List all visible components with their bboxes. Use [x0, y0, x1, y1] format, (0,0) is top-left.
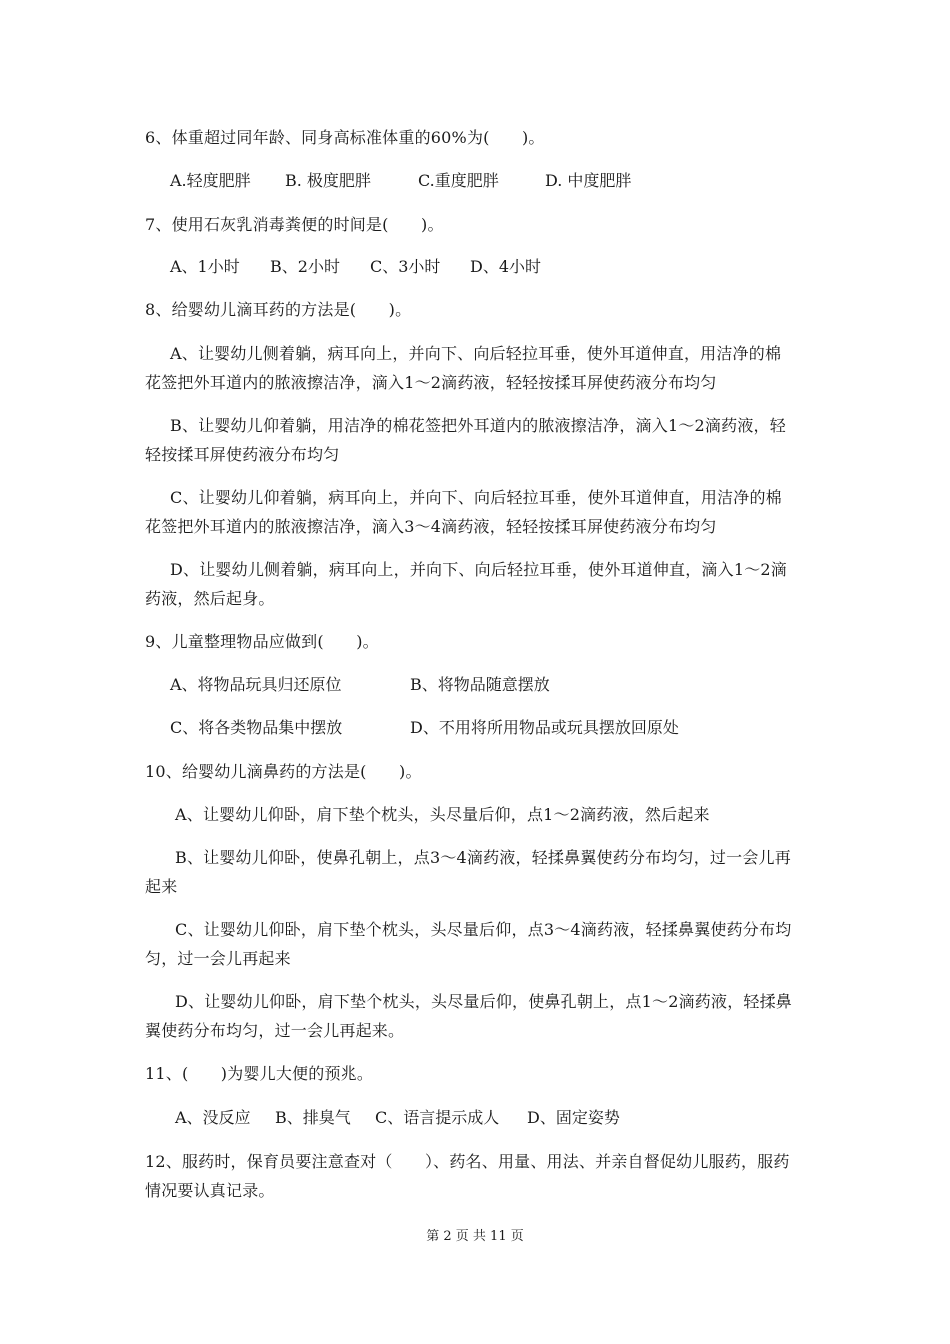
option-a-line-1: A、让婴幼儿侧着躺，病耳向上，并向下、向后轻拉耳垂，使外耳道伸直，用洁净的棉: [170, 344, 782, 363]
question-7-stem: 7、使用石灰乳消毒粪便的时间是( )。: [145, 215, 444, 234]
option-a-line-1: A、让婴幼儿仰卧，肩下垫个枕头，头尽量后仰，点1～2滴药液，然后起来: [175, 805, 710, 824]
option-b: B、将物品随意摆放: [410, 675, 550, 694]
option-a: A、1小时: [170, 257, 240, 276]
option-d: D、不用将所用物品或玩具摆放回原处: [410, 718, 679, 737]
question-10-stem: 10、给婴幼儿滴鼻药的方法是( )。: [145, 762, 422, 781]
option-c: C.重度肥胖: [418, 171, 499, 190]
option-d-line-1: D、让婴幼儿仰卧，肩下垫个枕头，头尽量后仰，使鼻孔朝上，点1～2滴药液，轻揉鼻: [175, 992, 792, 1011]
option-a: A、将物品玩具归还原位: [170, 675, 342, 694]
option-c: C、3小时: [370, 257, 441, 276]
option-c: C、将各类物品集中摆放: [170, 718, 343, 737]
option-d-line-2: 翼使药分布均匀，过一会儿再起来。: [145, 1021, 405, 1040]
option-d-line-1: D、让婴幼儿侧着躺，病耳向上，并向下、向后轻拉耳垂，使外耳道伸直，滴入1～2滴: [170, 560, 787, 579]
option-a: A.轻度肥胖: [170, 171, 251, 190]
option-c-line-2: 匀，过一会儿再起来: [145, 949, 291, 968]
option-a-line-2: 花签把外耳道内的脓液擦洁净，滴入1～2滴药液，轻轻按揉耳屏使药液分布均匀: [145, 373, 717, 392]
option-b-line-2: 起来: [145, 877, 178, 896]
option-b: B、排臭气: [275, 1108, 351, 1127]
option-d: D、固定姿势: [527, 1108, 620, 1127]
question-6-stem: 6、体重超过同年龄、同身高标准体重的60%为( )。: [145, 128, 545, 147]
option-b-line-2: 轻按揉耳屏使药液分布均匀: [145, 445, 340, 464]
option-d: D、4小时: [470, 257, 542, 276]
option-a: A、没反应: [175, 1108, 251, 1127]
option-c: C、语言提示成人: [375, 1108, 500, 1127]
option-c-line-1: C、让婴幼儿仰卧，肩下垫个枕头，头尽量后仰，点3～4滴药液，轻揉鼻翼使药分布均: [175, 920, 792, 939]
page-footer: 第 2 页 共 11 页: [426, 1229, 524, 1244]
option-b-line-1: B、让婴幼儿仰卧，使鼻孔朝上，点3～4滴药液，轻揉鼻翼使药分布均匀，过一会儿再: [175, 848, 791, 867]
question-12-stem-line-2: 情况要认真记录。: [145, 1181, 275, 1200]
option-c-line-2: 花签把外耳道内的脓液擦洁净，滴入3～4滴药液，轻轻按揉耳屏使药液分布均匀: [145, 517, 717, 536]
option-b: B、2小时: [270, 257, 340, 276]
option-b-line-1: B、让婴幼儿仰着躺，用洁净的棉花签把外耳道内的脓液擦洁净，滴入1～2滴药液，轻: [170, 416, 786, 435]
option-b: B. 极度肥胖: [285, 171, 371, 190]
question-9-stem: 9、儿童整理物品应做到( )。: [145, 632, 379, 651]
question-12-stem-line-1: 12、服药时，保育员要注意查对（ ）、药名、用量、用法、并亲自督促幼儿服药，服药: [145, 1152, 790, 1171]
option-d: D. 中度肥胖: [545, 171, 632, 190]
question-11-stem: 11、( )为婴儿大便的预兆。: [145, 1064, 374, 1083]
question-8-stem: 8、给婴幼儿滴耳药的方法是( )。: [145, 300, 412, 319]
option-c-line-1: C、让婴幼儿仰着躺，病耳向上，并向下、向后轻拉耳垂，使外耳道伸直，用洁净的棉: [170, 488, 782, 507]
option-d-line-2: 药液，然后起身。: [145, 589, 275, 608]
